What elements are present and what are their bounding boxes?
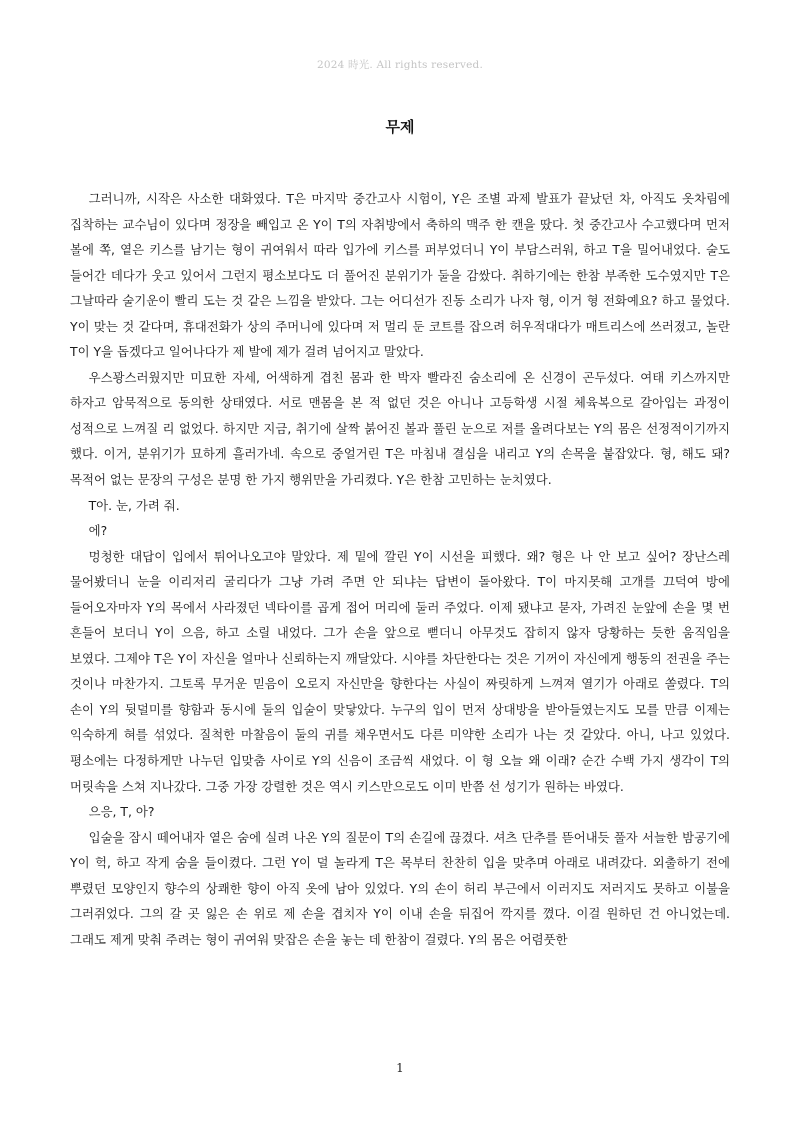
paragraph: 으응, T, 아?	[88, 804, 155, 820]
copyright-notice: 2024 時光. All rights reserved.	[316, 59, 484, 71]
page-number: 1	[396, 1061, 404, 1075]
paragraph: 멍청한 대답이 입에서 튀어나오고야 말았다. 제 밑에 깔린 Y이 시선을 피했다. 왜? 형은 나 안 보고 싶어? 장난스레 물어봤더니 눈을 이리저리 굴리다가 그냥 가려 주면 안 되냐는 답변이 돌아왔다. T이 마지못해 고개를 끄덕여 방에 들어오자마자 Y의 목에서 사라졌던 넥타이를 곱게 접어 머리에 둘러 주었다. 이제 됐냐고 묻자, 가려진 눈앞에 손을 몇 번 흔들어 보더니 Y이 으음, 하고 소릴 내었다. 그가 손을 앞으로 뻗더니 아무것도 잡히지 않자 당황하는 듯한 움직임을 보였다. 그제야 T은 Y이 자신을 얼마나 신뢰하는지 깨달았다. 시야를 차단한다는 것은 기꺼이 자신에게 행동의 전권을 주는 것이나 마찬가지. 그토록 무거운 믿음이 오로지 자신만을 향한다는 사실이 짜릿하게 느껴져 열기가 아래로 쏠렸다. T의 손이 Y의 뒷덜미를 향함과 동시에 둘의 입술이 맞닿았다. 누구의 입이 먼저 상대방을 받아들였는지도 모를 만큼 이제는 익숙하게 혀를 섞었다. 질척한 마찰음이 둘의 귀를 채우면서도 다른 미약한 소리가 나는 것 같았다. 아니, 나고 있었다. 평소에는 다정하게만 나누던 입맞춤 사이로 Y의 신음이 조금씩 새었다. 이 형 오늘 왜 이래? 순간 수백 가지 생각이 T의 머릿속을 스쳐 지나갔다. 그중 가장 강렬한 것은 역시 키스만으로도 이미 반쯤 선 성기가 원하는 바였다.	[70, 548, 730, 794]
document-body	[70, 186, 730, 952]
document-title: 무제	[385, 118, 415, 136]
paragraph: 그러니까, 시작은 사소한 대화였다. T은 마지막 중간고사 시험이, Y은 조별 과제 발표가 끝났던 차, 아직도 옷차림에 집착하는 교수님이 있다며 정장을 빼입고 온 Y이 T의 자취방에서 축하의 맥주 한 캔을 땄다. 첫 중간고사 수고했다며 먼저 볼에 쪽, 옅은 키스를 남기는 형이 귀여워서 따라 입가에 키스를 퍼부었더니 Y이 부담스러워, 하고 T을 밀어내었다. 술도 들어간 데다가 웃고 있어서 그런지 평소보다도 더 풀어진 분위기가 둘을 감쌌다. 취하기에는 한참 부족한 도수였지만 T은 그날따라 술기운이 빨리 도는 것 같은 느낌을 받았다. 그는 어디선가 진동 소리가 나자 형, 이거 형 전화예요? 하고 물었다. Y이 맞는 것 같다며, 휴대전화가 상의 주머니에 있다며 저 멀리 둔 코트를 잡으려 허우적대다가 매트리스에 쓰러졌고, 놀란 T이 Y을 돕겠다고 일어나다가 제 발에 제가 걸려 넘어지고 말았다.	[70, 191, 730, 360]
paragraph: 에?	[88, 523, 108, 539]
paragraph: 우스꽝스러웠지만 미묘한 자세, 어색하게 겹친 몸과 한 박자 빨라진 숨소리에 온 신경이 곤두섰다. 여태 키스까지만 하자고 암묵적으로 동의한 상태였다. 서로 맨몸을 본 적 없던 것은 아니나 고등학생 시절 체육복으로 갈아입는 과정이 성적으로 느껴질 리 없었다. 하지만 지금, 취기에 살짝 붉어진 볼과 풀린 눈으로 저를 올려다보는 Y의 몸은 선정적이기까지 했다. 이거, 분위기가 묘하게 흘러가네. 속으로 중얼거린 T은 마침내 결심을 내리고 Y의 손목을 붙잡았다. 형, 해도 돼? 목적어 없는 문장의 구성은 분명 한 가지 행위만을 가리켰다. Y은 한참 고민하는 눈치였다.	[70, 369, 730, 488]
paragraph: 입술을 잠시 떼어내자 옅은 숨에 실려 나온 Y의 질문이 T의 손길에 끊겼다. 셔츠 단추를 뜯어내듯 풀자 서늘한 밤공기에 Y이 헉, 하고 작게 숨을 들이켰다. 그런 Y이 덜 놀라게 T은 목부터 찬찬히 입을 맞추며 아래로 내려갔다. 외출하기 전에 뿌렸던 모양인지 향수의 상쾌한 향이 아직 옷에 남아 있었다. Y의 손이 허리 부근에서 이러지도 저러지도 못하고 이불을 그러쥐었다. 그의 갈 곳 잃은 손 위로 제 손을 겹치자 Y이 이내 손을 뒤집어 깍지를 꼈다. 이걸 원하던 건 아니었는데. 그래도 제게 맞춰 주려는 형이 귀여워 맞잡은 손을 놓는 데 한참이 걸렸다. Y의 몸은 어렴풋한	[70, 829, 730, 947]
paragraph: T아. 눈, 가려 줘.	[88, 497, 180, 513]
